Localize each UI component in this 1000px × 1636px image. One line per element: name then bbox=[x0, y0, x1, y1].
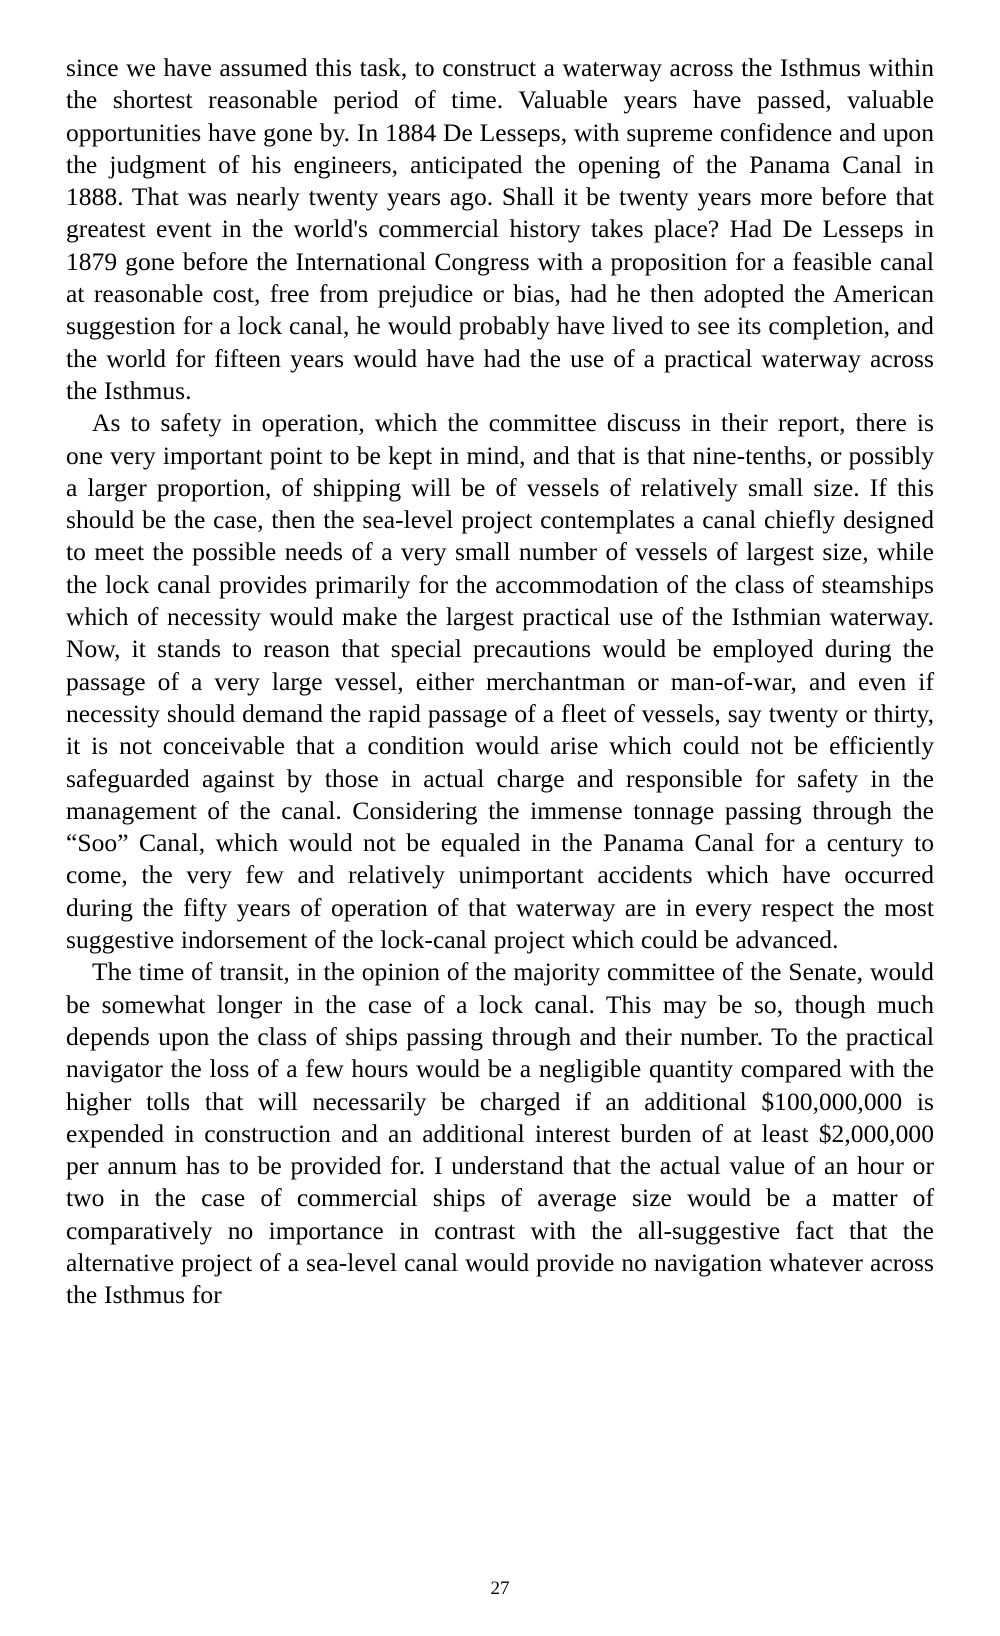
page-body bbox=[66, 52, 934, 1312]
page-number: 27 bbox=[490, 1578, 510, 1599]
paragraph-3: The time of transit, in the opinion of the majority committee of the Senate, would be somewhat longer in the case of a lock canal. This may be so, though much depends upon the class of ships passing through and their number. To the practical navigator the loss of a few hours would be a negligible quantity compared with the higher tolls that will necessarily be charged if an additional $100,000,000 is expended in construction and an additional interest burden of at least $2,000,000 per annum has to be provided for. I understand that the actual value of an hour or two in the case of commercial ships of average size would be a matter of comparatively no importance in contrast with the all-suggestive fact that the alternative project of a sea-level canal would provide no navigation whatever across the Isthmus for bbox=[66, 957, 934, 1310]
paragraph-2: As to safety in operation, which the committee discuss in their report, there is one very important point to be kept in mind, and that is that nine-tenths, or possibly a larger proportion, of shipping will be of vessels of relatively small size. If this should be the case, then the sea-level project contemplates a canal chiefly designed to meet the possible needs of a very small number of vessels of largest size, while the lock canal provides primarily for the accommodation of the class of steamships which of necessity would make the largest practical use of the Isthmian waterway. Now, it stands to reason that special precautions would be employed during the passage of a very large vessel, either merchantman or man-of-war, and even if necessity should demand the rapid passage of a fleet of vessels, say twenty or thirty, it is not conceivable that a condition would arise which could not be efficiently safeguarded against by those in actual charge and responsible for safety in the management of the canal. Considering the immense tonnage passing through the “Soo” Canal, which would not be equaled in the Panama Canal for a century to come, the very few and relatively unimportant accidents which have occurred during the fifty years of operation of that waterway are in every respect the most suggestive indorsement of the lock-canal project which could be advanced. bbox=[66, 408, 934, 955]
paragraph-1: since we have assumed this task, to construct a waterway across the Isthmus within the shortest reasonable period of time. Valuable years have passed, valuable opportunities have gone by. In 1884 De Lesseps, with supreme confidence and upon the judgment of his engineers, anticipated the opening of the Panama Canal in 1888. That was nearly twenty years ago. Shall it be twenty years more before that greatest event in the world's commercial history takes place? Had De Lesseps in 1879 gone before the International Congress with a proposition for a feasible canal at reasonable cost, free from prejudice or bias, had he then adopted the American suggestion for a lock canal, he would probably have lived to see its completion, and the world for fifteen years would have had the use of a practical waterway across the Isthmus. bbox=[66, 53, 934, 405]
